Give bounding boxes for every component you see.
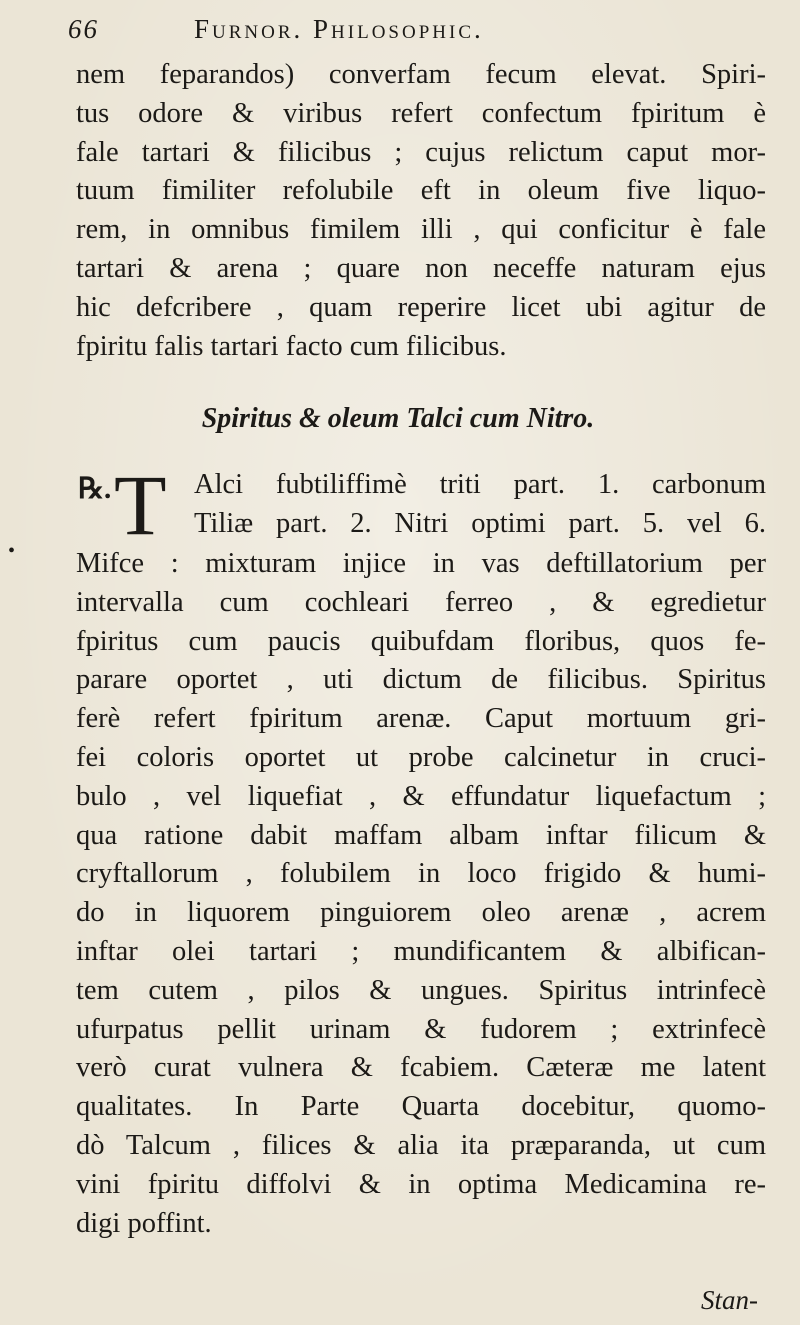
text-line: cryftallorum , folubilem in loco frigido & humi-: [76, 858, 766, 890]
catchword: Stan-: [701, 1285, 758, 1315]
text-line: qualitates. In Parte Quarta docebitur, quomo-: [76, 1091, 766, 1123]
page-number: 66: [68, 14, 99, 44]
text-line: nem feparandos) converfam fecum elevat. Spiri-: [76, 59, 766, 90]
text-line: verò curat vulnera & fcabiem. Cæteræ me latent: [76, 1052, 766, 1084]
text-line: fei coloris oportet ut probe calcinetur in cruci-: [76, 741, 766, 773]
text-line: inftar olei tartari ; mundificantem & albifican-: [76, 935, 766, 967]
text-line: qua ratione dabit maffam albam inftar filicum &: [76, 819, 766, 851]
text-line: digi poffint.: [76, 1207, 212, 1239]
text-line: vini fpiritu diffolvi & in optima Medicamina re-: [76, 1168, 766, 1200]
text-line: Mifce : mixturam injice in vas deftillatorium per: [76, 548, 766, 579]
text-line: Alci fubtiliffimè triti part. 1. carbonum: [194, 469, 766, 500]
text-line: rem, in omnibus fimilem illi , qui conficitur è fale: [76, 214, 766, 246]
recipe-symbol: ℞.: [78, 473, 112, 505]
text-line: do in liquorem pinguiorem oleo arenæ , acrem: [76, 897, 766, 929]
text-line: tem cutem , pilos & ungues. Spiritus intrinfecè: [76, 974, 766, 1006]
page-header: [68, 14, 748, 54]
text-line: intervalla cum cochleari ferreo , & egredietur: [76, 586, 766, 618]
text-line: dò Talcum , filices & alia ita præparanda, ut cum: [76, 1129, 766, 1161]
text-line: ferè refert fpiritum arenæ. Caput mortuum gri-: [76, 703, 766, 735]
text-line: Tiliæ part. 2. Nitri optimi part. 5. vel 6.: [194, 507, 766, 539]
running-title: Furnor. Philosophic.: [194, 14, 484, 44]
text-line: fale tartari & filicibus ; cujus relictum caput mor-: [76, 136, 766, 168]
drop-cap-letter: T: [114, 457, 167, 553]
margin-mark: •: [8, 540, 16, 562]
text-line: parare oportet , uti dictum de filicibus. Spiritus: [76, 664, 766, 696]
text-line: bulo , vel liquefiat , & effundatur liquefactum ;: [76, 780, 766, 812]
section-heading-text: Spiritus & oleum Talci cum Nitro.: [201, 403, 595, 434]
paragraph-continuation: [76, 56, 766, 366]
text-line: fpiritus cum paucis quibufdam floribus, quos fe-: [76, 625, 766, 657]
text-line: fpiritu falis tartari facto cum filicibus.: [76, 330, 507, 362]
text-line: tuum fimiliter refolubile eft in oleum five liquo-: [76, 175, 766, 207]
section-heading: [0, 403, 800, 435]
recipe-first-lines: [194, 466, 766, 544]
text-line: tus odore & viribus refert confectum fpiritum è: [76, 97, 766, 129]
text-line: hic defcribere , quam reperire licet ubi agitur de: [76, 291, 766, 323]
text-line: tartari & arena ; quare non neceffe naturam ejus: [76, 252, 766, 284]
text-line: ufurpatus pellit urinam & fudorem ; extrinfecè: [76, 1013, 766, 1045]
recipe-instructions: [76, 545, 766, 1243]
